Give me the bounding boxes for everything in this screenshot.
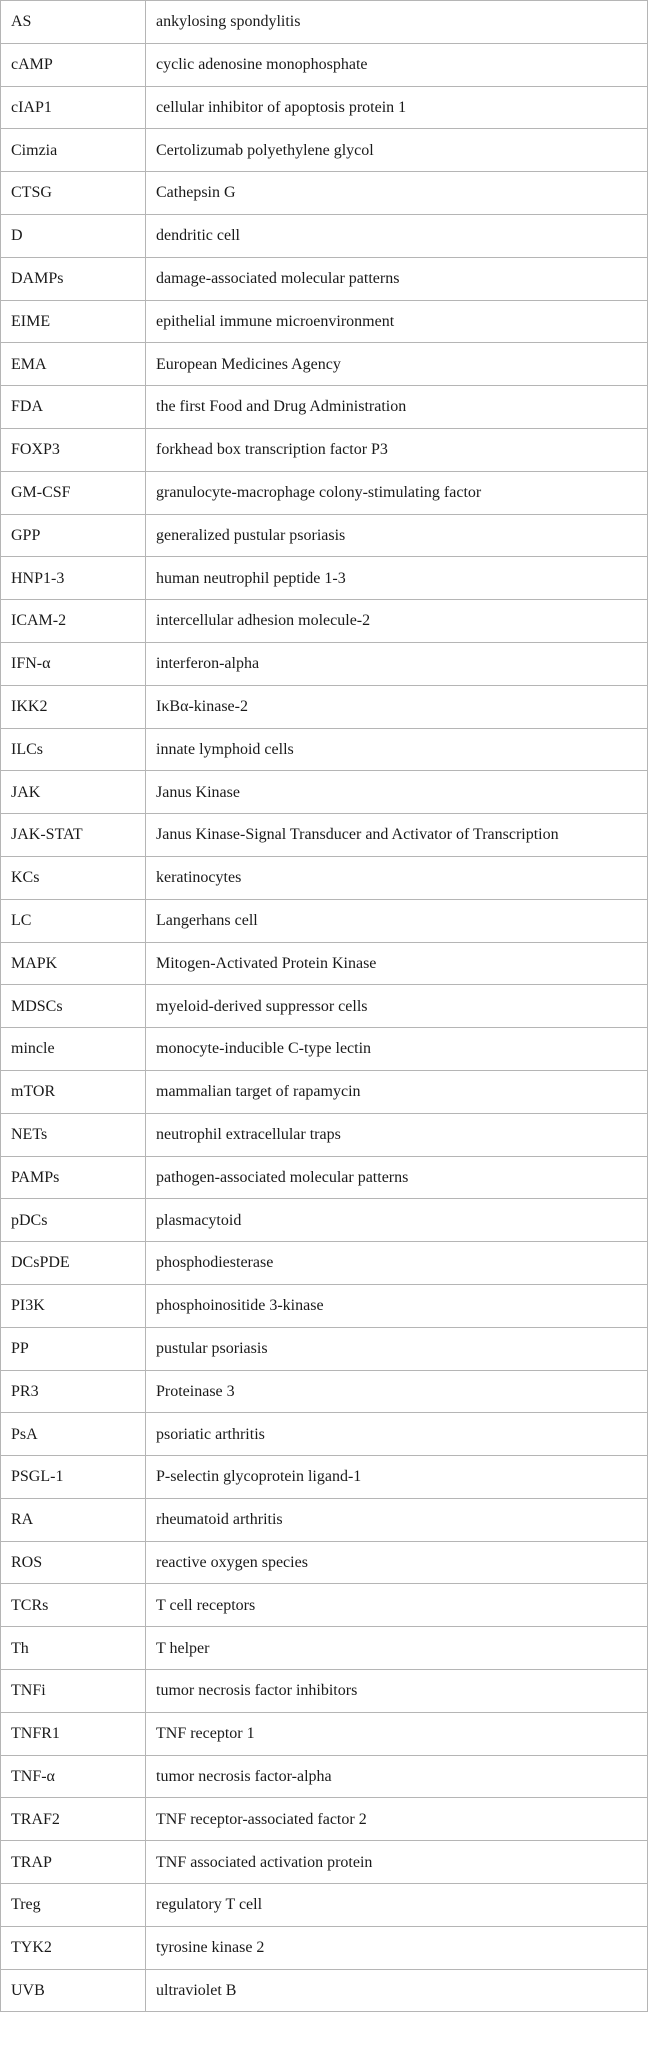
table-row xyxy=(1,86,648,129)
abbreviation-cell: mTOR xyxy=(1,1070,146,1113)
definition-cell: intercellular adhesion molecule-2 xyxy=(146,600,648,643)
table-row xyxy=(1,728,648,771)
table-row xyxy=(1,1841,648,1884)
table-row xyxy=(1,1627,648,1670)
definition-cell: psoriatic arthritis xyxy=(146,1413,648,1456)
definition-cell: cellular inhibitor of apoptosis protein 1 xyxy=(146,86,648,129)
abbreviation-cell: JAK xyxy=(1,771,146,814)
table-row xyxy=(1,257,648,300)
table-row xyxy=(1,557,648,600)
definition-cell: Cathepsin G xyxy=(146,172,648,215)
definition-cell: dendritic cell xyxy=(146,214,648,257)
table-row xyxy=(1,1884,648,1927)
table-row xyxy=(1,685,648,728)
table-row xyxy=(1,1670,648,1713)
abbreviation-cell: Cimzia xyxy=(1,129,146,172)
abbreviation-cell: JAK-STAT xyxy=(1,814,146,857)
abbreviation-cell: EIME xyxy=(1,300,146,343)
abbreviation-cell: IFN-α xyxy=(1,642,146,685)
table-row xyxy=(1,899,648,942)
definition-cell: TNF receptor 1 xyxy=(146,1712,648,1755)
abbreviation-cell: ICAM-2 xyxy=(1,600,146,643)
abbreviations-table-body xyxy=(1,1,648,2012)
definition-cell: Certolizumab polyethylene glycol xyxy=(146,129,648,172)
table-row xyxy=(1,1156,648,1199)
table-row xyxy=(1,1028,648,1071)
table-row xyxy=(1,1498,648,1541)
abbreviation-cell: NETs xyxy=(1,1113,146,1156)
table-row xyxy=(1,300,648,343)
table-row xyxy=(1,856,648,899)
table-row xyxy=(1,514,648,557)
table-row xyxy=(1,214,648,257)
table-row xyxy=(1,43,648,86)
definition-cell: generalized pustular psoriasis xyxy=(146,514,648,557)
definition-cell: IκBα-kinase-2 xyxy=(146,685,648,728)
abbreviation-cell: HNP1-3 xyxy=(1,557,146,600)
abbreviation-cell: TRAP xyxy=(1,1841,146,1884)
table-row xyxy=(1,1755,648,1798)
definition-cell: pathogen-associated molecular patterns xyxy=(146,1156,648,1199)
abbreviation-cell: TNFi xyxy=(1,1670,146,1713)
abbreviation-cell: PAMPs xyxy=(1,1156,146,1199)
definition-cell: Janus Kinase xyxy=(146,771,648,814)
definition-cell: P-selectin glycoprotein ligand-1 xyxy=(146,1456,648,1499)
definition-cell: keratinocytes xyxy=(146,856,648,899)
abbreviation-cell: LC xyxy=(1,899,146,942)
table-row xyxy=(1,1284,648,1327)
abbreviation-cell: mincle xyxy=(1,1028,146,1071)
table-row xyxy=(1,1370,648,1413)
abbreviation-cell: cAMP xyxy=(1,43,146,86)
definition-cell: cyclic adenosine monophosphate xyxy=(146,43,648,86)
table-row xyxy=(1,471,648,514)
abbreviation-cell: GPP xyxy=(1,514,146,557)
definition-cell: epithelial immune microenvironment xyxy=(146,300,648,343)
abbreviation-cell: CTSG xyxy=(1,172,146,215)
definition-cell: tumor necrosis factor inhibitors xyxy=(146,1670,648,1713)
definition-cell: damage-associated molecular patterns xyxy=(146,257,648,300)
table-row xyxy=(1,1070,648,1113)
table-row xyxy=(1,386,648,429)
table-row xyxy=(1,172,648,215)
definition-cell: granulocyte-macrophage colony-stimulating factor xyxy=(146,471,648,514)
definition-cell: Proteinase 3 xyxy=(146,1370,648,1413)
abbreviation-cell: ROS xyxy=(1,1541,146,1584)
definition-cell: Langerhans cell xyxy=(146,899,648,942)
table-row xyxy=(1,428,648,471)
definition-cell: myeloid-derived suppressor cells xyxy=(146,985,648,1028)
abbreviation-cell: FDA xyxy=(1,386,146,429)
table-row xyxy=(1,1413,648,1456)
abbreviation-cell: TNFR1 xyxy=(1,1712,146,1755)
table-row xyxy=(1,642,648,685)
abbreviation-cell: GM-CSF xyxy=(1,471,146,514)
abbreviation-cell: EMA xyxy=(1,343,146,386)
table-row xyxy=(1,1327,648,1370)
abbreviation-cell: Treg xyxy=(1,1884,146,1927)
definition-cell: TNF receptor-associated factor 2 xyxy=(146,1798,648,1841)
definition-cell: plasmacytoid xyxy=(146,1199,648,1242)
abbreviation-cell: TNF-α xyxy=(1,1755,146,1798)
definition-cell: ankylosing spondylitis xyxy=(146,1,648,44)
table-row xyxy=(1,1926,648,1969)
definition-cell: innate lymphoid cells xyxy=(146,728,648,771)
abbreviation-cell: IKK2 xyxy=(1,685,146,728)
abbreviation-cell: pDCs xyxy=(1,1199,146,1242)
table-row xyxy=(1,942,648,985)
table-row xyxy=(1,129,648,172)
abbreviation-cell: PsA xyxy=(1,1413,146,1456)
definition-cell: European Medicines Agency xyxy=(146,343,648,386)
table-row xyxy=(1,1,648,44)
definition-cell: forkhead box transcription factor P3 xyxy=(146,428,648,471)
definition-cell: interferon-alpha xyxy=(146,642,648,685)
abbreviation-cell: MDSCs xyxy=(1,985,146,1028)
table-row xyxy=(1,1798,648,1841)
table-row xyxy=(1,1969,648,2012)
definition-cell: rheumatoid arthritis xyxy=(146,1498,648,1541)
abbreviation-cell: PP xyxy=(1,1327,146,1370)
abbreviation-cell: FOXP3 xyxy=(1,428,146,471)
abbreviation-cell: cIAP1 xyxy=(1,86,146,129)
definition-cell: mammalian target of rapamycin xyxy=(146,1070,648,1113)
table-row xyxy=(1,1541,648,1584)
abbreviation-cell: DAMPs xyxy=(1,257,146,300)
table-row xyxy=(1,814,648,857)
table-row xyxy=(1,1113,648,1156)
table-row xyxy=(1,771,648,814)
abbreviation-cell: AS xyxy=(1,1,146,44)
table-row xyxy=(1,1584,648,1627)
abbreviation-cell: TRAF2 xyxy=(1,1798,146,1841)
table-row xyxy=(1,1712,648,1755)
definition-cell: monocyte-inducible C-type lectin xyxy=(146,1028,648,1071)
definition-cell: reactive oxygen species xyxy=(146,1541,648,1584)
abbreviation-cell: RA xyxy=(1,1498,146,1541)
definition-cell: T helper xyxy=(146,1627,648,1670)
abbreviation-cell: TCRs xyxy=(1,1584,146,1627)
abbreviation-cell: D xyxy=(1,214,146,257)
definition-cell: regulatory T cell xyxy=(146,1884,648,1927)
abbreviation-cell: TYK2 xyxy=(1,1926,146,1969)
definition-cell: phosphodiesterase xyxy=(146,1242,648,1285)
definition-cell: ultraviolet B xyxy=(146,1969,648,2012)
abbreviation-cell: PR3 xyxy=(1,1370,146,1413)
abbreviation-cell: MAPK xyxy=(1,942,146,985)
abbreviation-cell: UVB xyxy=(1,1969,146,2012)
table-row xyxy=(1,600,648,643)
table-row xyxy=(1,343,648,386)
definition-cell: TNF associated activation protein xyxy=(146,1841,648,1884)
definition-cell: Mitogen-Activated Protein Kinase xyxy=(146,942,648,985)
table-row xyxy=(1,1199,648,1242)
abbreviation-cell: PSGL-1 xyxy=(1,1456,146,1499)
table-row xyxy=(1,1242,648,1285)
definition-cell: neutrophil extracellular traps xyxy=(146,1113,648,1156)
definition-cell: phosphoinositide 3-kinase xyxy=(146,1284,648,1327)
definition-cell: pustular psoriasis xyxy=(146,1327,648,1370)
definition-cell: T cell receptors xyxy=(146,1584,648,1627)
definition-cell: tyrosine kinase 2 xyxy=(146,1926,648,1969)
abbreviation-cell: PI3K xyxy=(1,1284,146,1327)
definition-cell: tumor necrosis factor-alpha xyxy=(146,1755,648,1798)
abbreviation-cell: Th xyxy=(1,1627,146,1670)
table-row xyxy=(1,985,648,1028)
definition-cell: human neutrophil peptide 1-3 xyxy=(146,557,648,600)
abbreviation-cell: ILCs xyxy=(1,728,146,771)
table-row xyxy=(1,1456,648,1499)
definition-cell: the first Food and Drug Administration xyxy=(146,386,648,429)
abbreviation-cell: DCsPDE xyxy=(1,1242,146,1285)
abbreviation-cell: KCs xyxy=(1,856,146,899)
definition-cell: Janus Kinase-Signal Transducer and Activator of Transcription xyxy=(146,814,648,857)
